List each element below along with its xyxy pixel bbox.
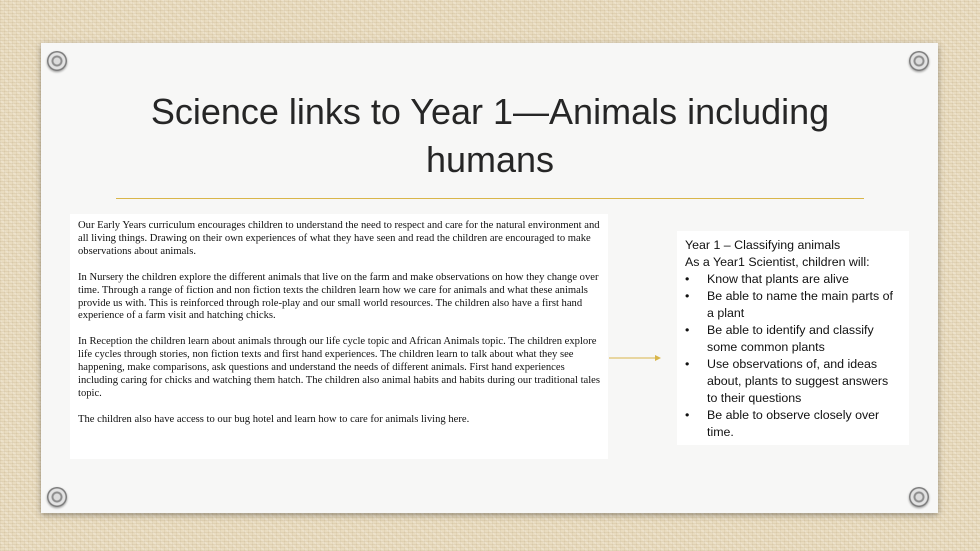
slide-title: Science links to Year 1—Animals including humans <box>150 91 830 180</box>
list-item: • Know that plants are alive <box>685 272 849 286</box>
paragraph: Our Early Years curriculum encourages children to understand the need to respect and care for the natural environment and all living things. Drawing on their own experiences of what they have seen and read the children are encouraged to make observations about animals. <box>78 220 600 257</box>
year1-intro: As a Year1 Scientist, children will: <box>685 255 870 269</box>
year1-heading: Year 1 – Classifying animals <box>685 238 841 252</box>
paragraph: In Nursery the children explore the different animals that live on the farm and make observations on how they change over time. Through a range of fiction and non fiction texts the children learn how we care for animals and what these animals provide us with. This is reinforced through role-play and our small world resources. The children also have a first hand experience of a farm visit and hatching chicks. <box>78 271 599 322</box>
arrow-right-icon <box>609 353 661 363</box>
list-item: • Be able to identify and classify some common plants <box>685 323 874 354</box>
pushpin-icon <box>47 51 67 71</box>
eyfs-text-box <box>70 214 608 459</box>
list-item: • Be able to observe closely over time. <box>685 408 880 439</box>
list-item: • Use observations of, and ideas about, plants to suggest answers to their questions <box>685 357 889 405</box>
paragraph: In Reception the children learn about animals through our life cycle topic and African Animals topic. The children explore life cycles through stories, non fiction texts and first hand experiences. The children learn to talk about what they see happening, make comparisons, ask questions and understand the needs of different animals. First hand experiences including caring for chicks and watching them hatch. The children also animal habits and habits during our traditional tales topic. <box>78 336 600 399</box>
pushpin-icon <box>909 51 929 71</box>
bullet-icon: • <box>685 323 690 337</box>
pushpin-icon <box>47 487 67 507</box>
pushpin-icon <box>909 487 929 507</box>
title-divider <box>116 198 864 199</box>
paragraph: The children also have access to our bug hotel and learn how to care for animals living here. <box>78 413 470 425</box>
year1-bullet-list <box>685 271 901 441</box>
bullet-icon: • <box>685 408 690 422</box>
list-item: • Be able to name the main parts of a plant <box>685 289 893 320</box>
year1-text-box <box>677 231 909 445</box>
bullet-icon: • <box>685 357 690 371</box>
bullet-icon: • <box>685 272 690 286</box>
bullet-icon: • <box>685 289 690 303</box>
